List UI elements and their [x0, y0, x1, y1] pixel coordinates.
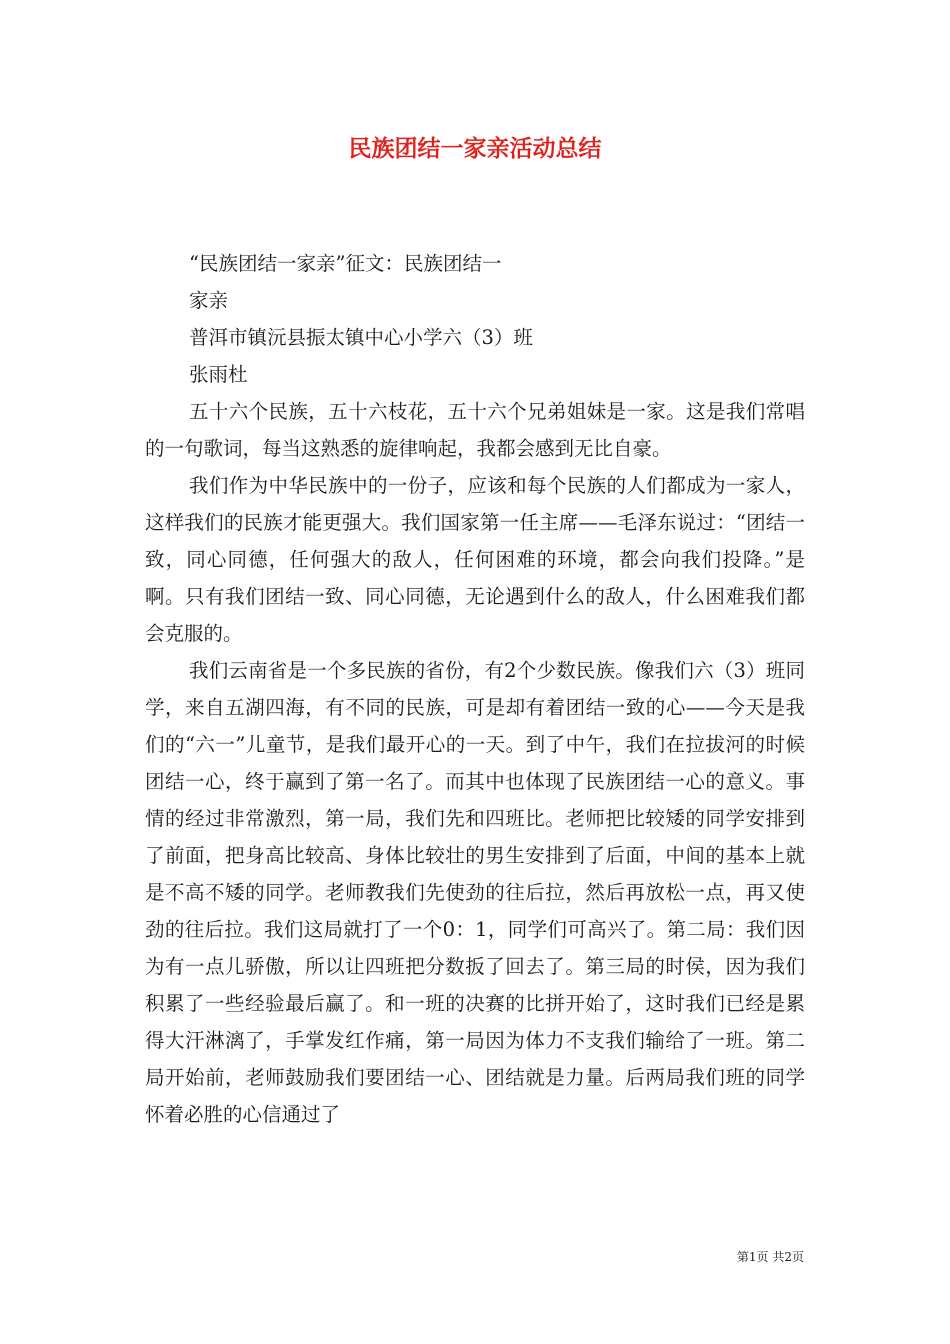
page-number-footer: 第1页 共2页 [736, 1250, 804, 1264]
author-school: 普洱市镇沅县振太镇中心小学六（3）班 [189, 326, 533, 349]
paragraph-3: 我们云南省是一个多民族的省份，有2个少数民族。像我们六（3）班同学，来自五湖四海，有不同的民族，可是却有着团结一致的心——今天是我们的“六一”儿童节，是我们最开心的一天。到了中午，我们在拉拔河的时候团结一心，终于赢到了第一名了。而其中也体现了民族团结一心的意义。事情的经过非常激烈，第一局，我们先和四班比。老师把比较矮的同学安排到了前面，把身高比较高、身体比较壮的男生安排到了后面，中间的基本上就是不高不矮的同学。老师教我们先使劲的往后拉，然后再放松一点，再又使劲的往后拉。我们这局就打了一个0：1，同学们可高兴了。第二局：我们因为有一点儿骄傲，所以让四班把分数扳了回去了。第三局的时侯，因为我们积累了一些经验最后赢了。和一班的决赛的比拼开始了，这时我们已经是累得大汗淋漓了，手掌发红作痛，第一局因为体力不支我们输给了一班。第二局开始前，老师鼓励我们要团结一心、团结就是力量。后两局我们班的同学怀着必胜的心信通过了 [145, 659, 805, 1126]
paragraph-2: 我们作为中华民族中的一份子，应该和每个民族的人们都成为一家人，这样我们的民族才能更强大。我们国家第一任主席——毛泽东说过：“团结一致，同心同德，任何强大的敌人，任何困难的环境，都会向我们投降。”是啊。只有我们团结一致、同心同德，无论遇到什么的敌人，什么困难我们都会克服的。 [145, 474, 805, 645]
essay-heading-line-1: “民族团结一家亲”征文：民族团结一 [189, 252, 502, 275]
essay-heading-line-2: 家亲 [189, 289, 229, 312]
paragraph-1: 五十六个民族，五十六枝花，五十六个兄弟姐妹是一家。这是我们常唱的一句歌词，每当这熟悉的旋律响起，我都会感到无比自豪。 [145, 400, 805, 460]
author-name: 张雨杜 [189, 363, 248, 386]
document-body [145, 245, 805, 1133]
document-title: 民族团结一家亲活动总结 [348, 136, 602, 162]
